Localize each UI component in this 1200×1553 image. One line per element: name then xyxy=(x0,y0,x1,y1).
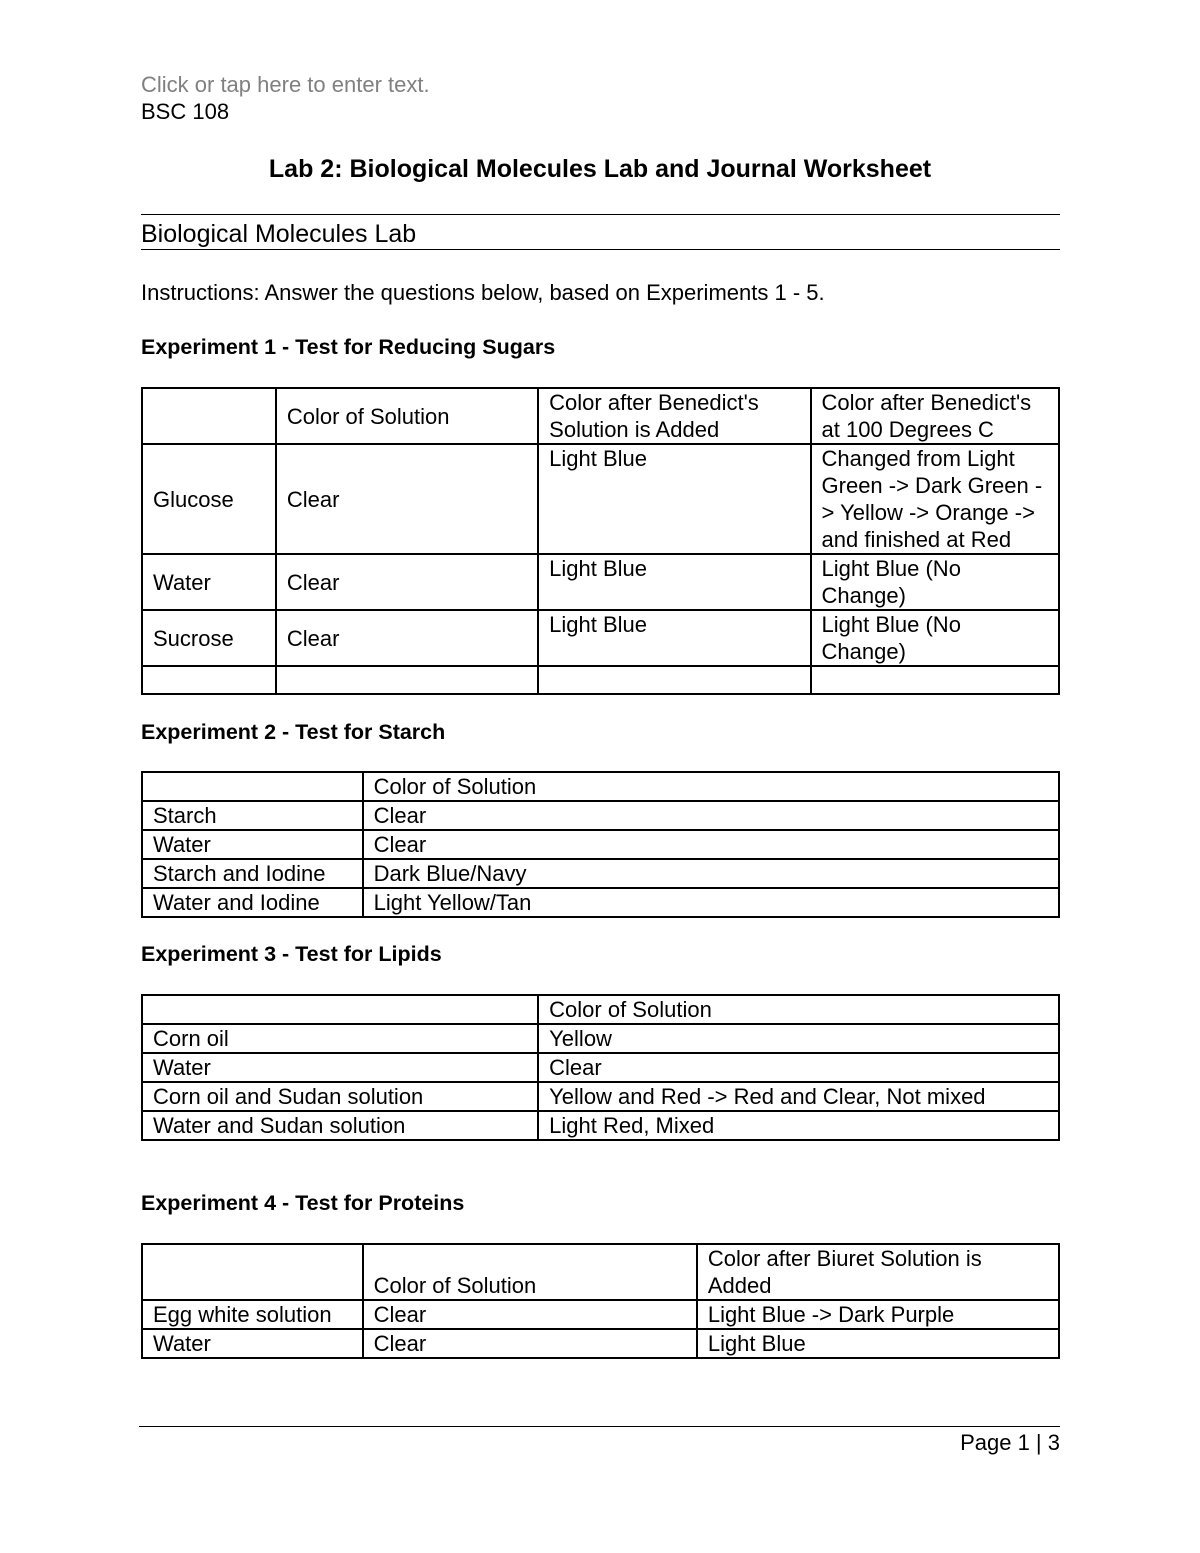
table-row xyxy=(142,444,1059,554)
table-cell: Water and Sudan solution xyxy=(142,1111,538,1140)
table-cell-empty[interactable] xyxy=(811,666,1059,694)
table-row xyxy=(142,801,1059,830)
table-row xyxy=(142,1300,1059,1329)
footer-rule xyxy=(139,1426,1060,1427)
table-cell: Water xyxy=(142,1329,363,1358)
table-row xyxy=(142,610,1059,666)
table-header-row xyxy=(142,772,1059,801)
table-empty-row xyxy=(142,666,1059,694)
table-header-cell: Color after Biuret Solution is Added xyxy=(697,1244,1059,1300)
table-cell: Water xyxy=(142,554,276,610)
table-cell: Light Red, Mixed xyxy=(538,1111,1059,1140)
table-cell: Light Blue (No Change) xyxy=(811,610,1059,666)
course-code: BSC 108 xyxy=(141,99,230,124)
table-row xyxy=(142,1329,1059,1358)
table-cell: Egg white solution xyxy=(142,1300,363,1329)
table-header-cell: Color of Solution xyxy=(363,772,1059,801)
instructions-text: Instructions: Answer the questions below, based on Experiments 1 - 5. xyxy=(141,280,825,305)
table-row xyxy=(142,554,1059,610)
table-cell: Corn oil and Sudan solution xyxy=(142,1082,538,1111)
table-row xyxy=(142,1024,1059,1053)
table-cell: Starch xyxy=(142,801,363,830)
table-row xyxy=(142,888,1059,917)
table-row xyxy=(142,1053,1059,1082)
table-cell: Light Blue (No Change) xyxy=(811,554,1059,610)
table-row xyxy=(142,830,1059,859)
table-cell: Light Blue -> Dark Purple xyxy=(697,1300,1059,1329)
table-cell: Clear xyxy=(276,444,538,554)
table-header-cell: Color of Solution xyxy=(538,995,1059,1024)
table-cell: Starch and Iodine xyxy=(142,859,363,888)
table-header-cell xyxy=(142,995,538,1024)
table-cell: Water and Iodine xyxy=(142,888,363,917)
table-cell: Clear xyxy=(276,610,538,666)
table-header-cell: Color of Solution xyxy=(363,1244,697,1300)
table-cell: Light Blue xyxy=(538,554,810,610)
table-cell: Glucose xyxy=(142,444,276,554)
table-cell: Changed from Light Green -> Dark Green -> Yellow -> Orange -> and finished at Red xyxy=(811,444,1059,554)
table-cell: Yellow xyxy=(538,1024,1059,1053)
table-cell: Water xyxy=(142,830,363,859)
experiment-4-heading: Experiment 4 - Test for Proteins xyxy=(141,1191,465,1215)
experiment-3-heading: Experiment 3 - Test for Lipids xyxy=(141,942,442,966)
table-cell: Light Blue xyxy=(697,1329,1059,1358)
experiment-1-heading: Experiment 1 - Test for Reducing Sugars xyxy=(141,335,556,359)
document-title: Lab 2: Biological Molecules Lab and Journal Worksheet xyxy=(268,155,932,183)
experiment-1-table xyxy=(141,387,1060,695)
table-cell: Dark Blue/Navy xyxy=(363,859,1059,888)
table-cell: Water xyxy=(142,1053,538,1082)
section-rule-top xyxy=(141,214,1060,215)
table-cell: Clear xyxy=(538,1053,1059,1082)
table-cell: Yellow and Red -> Red and Clear, Not mixed xyxy=(538,1082,1059,1111)
section-rule-bottom xyxy=(141,249,1060,250)
table-cell: Clear xyxy=(363,1329,697,1358)
table-header-cell xyxy=(142,388,276,444)
table-cell: Light Blue xyxy=(538,610,810,666)
table-cell: Clear xyxy=(363,830,1059,859)
table-cell-empty[interactable] xyxy=(142,666,276,694)
table-cell: Sucrose xyxy=(142,610,276,666)
table-header-cell xyxy=(142,772,363,801)
table-cell: Clear xyxy=(363,1300,697,1329)
table-row xyxy=(142,1082,1059,1111)
table-header-cell xyxy=(142,1244,363,1300)
experiment-4-table xyxy=(141,1243,1060,1359)
table-cell: Corn oil xyxy=(142,1024,538,1053)
page-number: Page 1 | 3 xyxy=(960,1430,1060,1455)
section-heading: Biological Molecules Lab xyxy=(141,220,417,248)
table-cell-empty[interactable] xyxy=(538,666,810,694)
table-header-row xyxy=(142,995,1059,1024)
table-cell: Clear xyxy=(363,801,1059,830)
experiment-2-heading: Experiment 2 - Test for Starch xyxy=(141,720,446,744)
table-cell: Light Yellow/Tan xyxy=(363,888,1059,917)
table-header-cell: Color of Solution xyxy=(276,388,538,444)
table-cell: Clear xyxy=(276,554,538,610)
table-cell: Light Blue xyxy=(538,444,810,554)
experiment-2-table xyxy=(141,771,1060,918)
table-row xyxy=(142,859,1059,888)
table-row xyxy=(142,1111,1059,1140)
table-header-cell: Color after Benedict's at 100 Degrees C xyxy=(811,388,1059,444)
name-placeholder-field[interactable]: Click or tap here to enter text. xyxy=(141,72,430,97)
table-header-cell: Color after Benedict's Solution is Added xyxy=(538,388,810,444)
table-cell-empty[interactable] xyxy=(276,666,538,694)
table-header-row xyxy=(142,388,1059,444)
table-header-row xyxy=(142,1244,1059,1300)
experiment-3-table xyxy=(141,994,1060,1141)
